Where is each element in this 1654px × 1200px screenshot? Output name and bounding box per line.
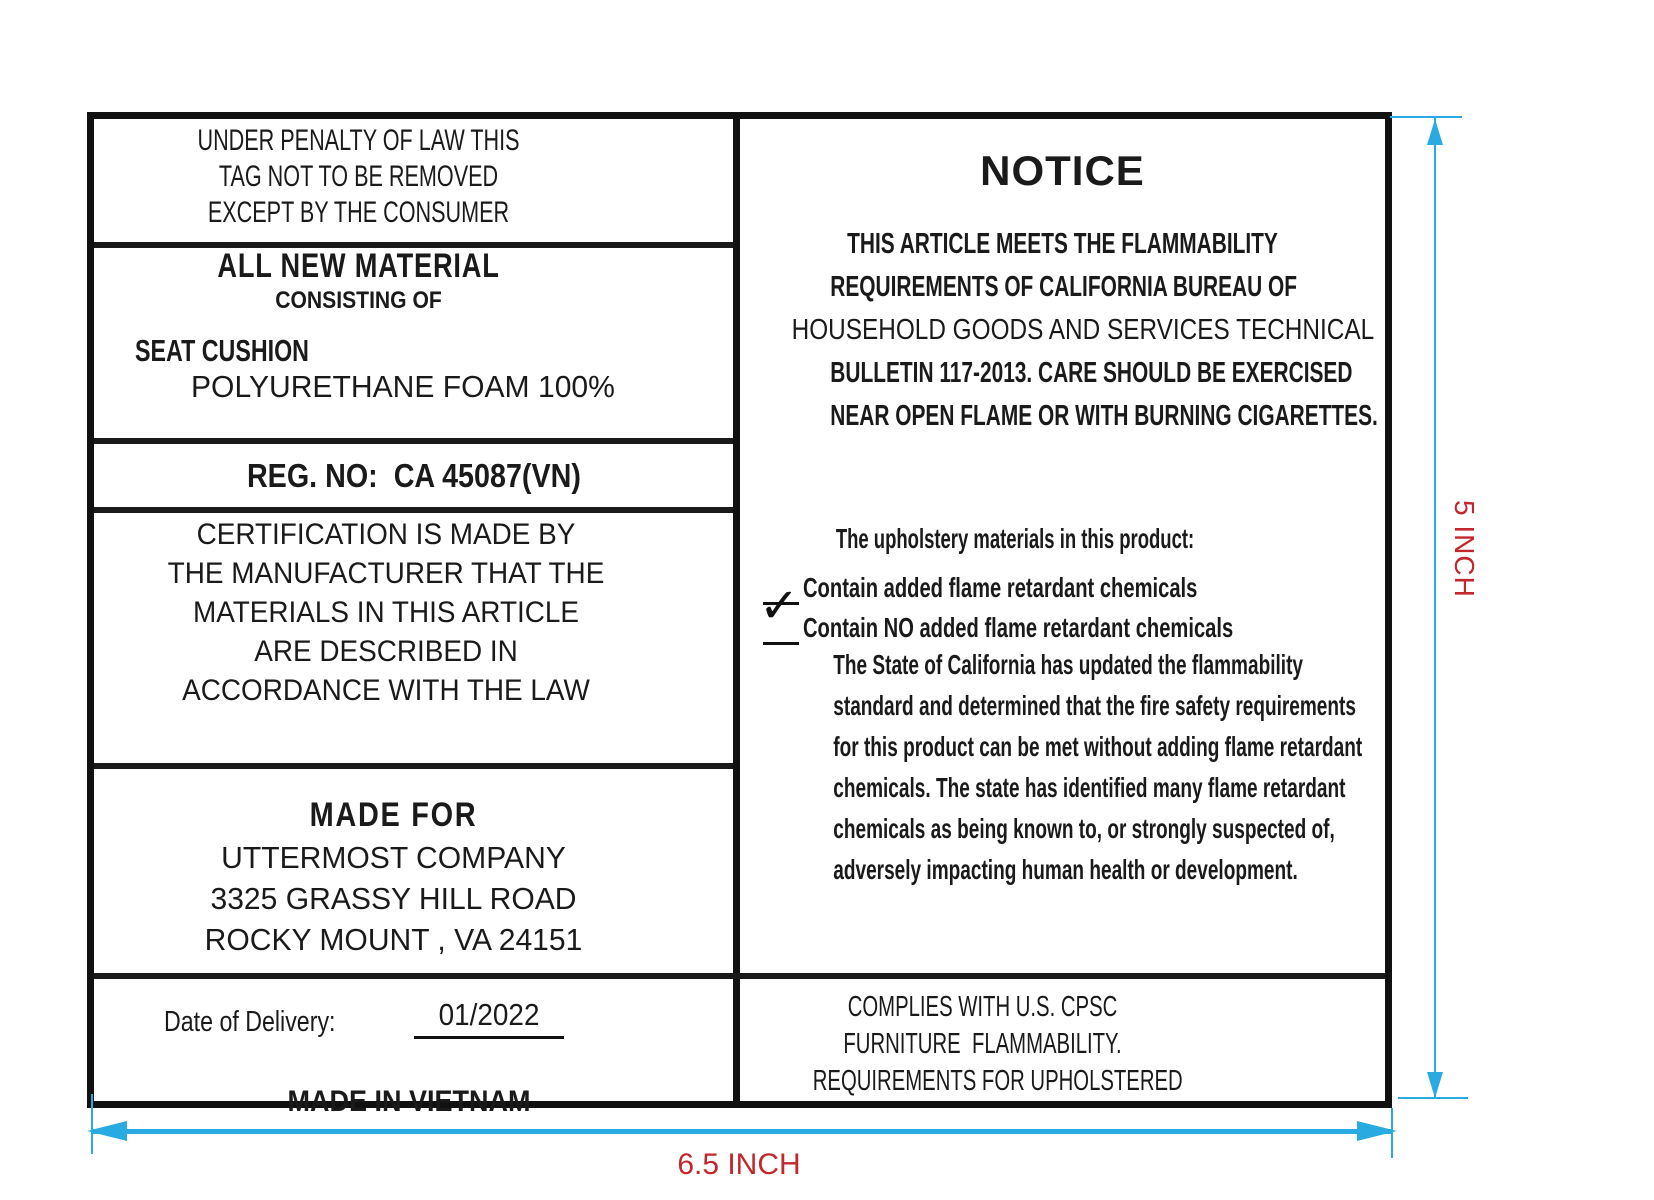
state-update-line: chemicals as being known to, or strongly suspected of, — [833, 813, 1335, 844]
option-contain-added — [763, 565, 1351, 605]
certification-section — [94, 513, 733, 710]
flammability-line: HOUSEHOLD GOODS AND SERVICES TECHNICAL — [791, 314, 1375, 346]
state-update-line: adversely impacting human health or development. — [833, 854, 1298, 885]
made-for-address-line: ROCKY MOUNT , VA 24151 — [204, 922, 583, 957]
flammability-line: BULLETIN 117-2013. CARE SHOULD BE EXERCISED — [830, 357, 1353, 389]
compliance-line: REQUIREMENTS FOR UPHOLSTERED — [812, 1065, 1183, 1097]
material-title: ALL NEW MATERIAL — [217, 247, 500, 285]
registration-number-section — [94, 444, 733, 507]
penalty-line: TAG NOT TO BE REMOVED — [218, 160, 499, 193]
country-of-origin: MADE IN VIETNAM — [287, 1085, 531, 1118]
certification-line: THE MANUFACTURER THAT THE — [167, 557, 605, 590]
material-item: SEAT CUSHION — [135, 333, 309, 368]
made-for-section — [94, 768, 733, 960]
law-label — [87, 112, 1392, 1118]
certification-line: MATERIALS IN THIS ARTICLE — [192, 596, 580, 629]
compliance-line: COMPLIES WITH U.S. CPSC — [847, 991, 1118, 1023]
state-update-line: standard and determined that the fire safety requirements — [833, 690, 1356, 721]
width-dimension-line — [92, 1129, 1392, 1134]
material-composition: POLYURETHANE FOAM 100% — [191, 369, 615, 404]
compliance-section — [740, 981, 1385, 1100]
flammability-statement — [740, 223, 1385, 438]
notice-column — [740, 119, 1385, 973]
flammability-line: THIS ARTICLE MEETS THE FLAMMABILITY — [847, 228, 1278, 260]
upholstery-heading: The upholstery materials in this product: — [835, 523, 1195, 554]
penalty-section — [94, 123, 733, 231]
date-of-delivery-label: Date of Delivery: — [164, 1006, 336, 1038]
width-dimension-label: 6.5 INCH — [677, 1148, 801, 1181]
checkbox-blank-line — [759, 578, 800, 645]
arrow-left-icon — [87, 1121, 127, 1141]
date-of-delivery-text: 01/2022 — [438, 997, 540, 1032]
made-for-address-line: 3325 GRASSY HILL ROAD — [210, 881, 577, 916]
notice-title: NOTICE — [980, 147, 1145, 194]
flammability-line: NEAR OPEN FLAME OR WITH BURNING CIGARETTES. — [830, 400, 1378, 432]
made-for-company: UTTERMOST COMPANY — [221, 840, 566, 875]
check-icon: ✓ — [759, 578, 800, 634]
made-for-title: MADE FOR — [309, 796, 478, 834]
center-column-divider — [733, 119, 740, 1101]
date-of-delivery-value — [414, 997, 564, 1039]
arrow-up-icon — [1427, 119, 1443, 145]
height-dimension-line — [1434, 118, 1436, 1098]
flammability-line: REQUIREMENTS OF CALIFORNIA BUREAU OF — [830, 271, 1298, 303]
delivery-section — [94, 979, 733, 1153]
height-dimension-extension-top — [1390, 116, 1462, 118]
registration-number: REG. NO: CA 45087(VN) — [246, 456, 581, 494]
option-text: Contain added flame retardant chemicals — [803, 572, 1198, 603]
certification-line: ACCORDANCE WITH THE LAW — [182, 674, 590, 707]
certification-line: ARE DESCRIBED IN — [254, 635, 518, 668]
date-of-delivery-row — [164, 997, 733, 1039]
material-section — [94, 247, 733, 438]
penalty-line: EXCEPT BY THE CONSUMER — [207, 196, 510, 229]
certification-line: CERTIFICATION IS MADE BY — [196, 518, 576, 551]
option-text: Contain NO added flame retardant chemicals — [803, 612, 1234, 643]
material-subtitle: CONSISTING OF — [275, 287, 442, 314]
arrow-right-icon — [1357, 1121, 1397, 1141]
state-update-line: The State of California has updated the flammability — [833, 649, 1304, 680]
state-update-line: chemicals. The state has identified many flame retardant — [833, 772, 1346, 803]
arrow-down-icon — [1427, 1072, 1443, 1098]
compliance-line: FURNITURE FLAMMABILITY. — [843, 1028, 1122, 1060]
state-update-line: for this product can be met without adding flame retardant — [833, 731, 1363, 762]
height-dimension-label: 5 INCH — [1449, 500, 1480, 598]
penalty-line: UNDER PENALTY OF LAW THIS — [197, 124, 520, 157]
state-update-paragraph — [740, 644, 1363, 890]
